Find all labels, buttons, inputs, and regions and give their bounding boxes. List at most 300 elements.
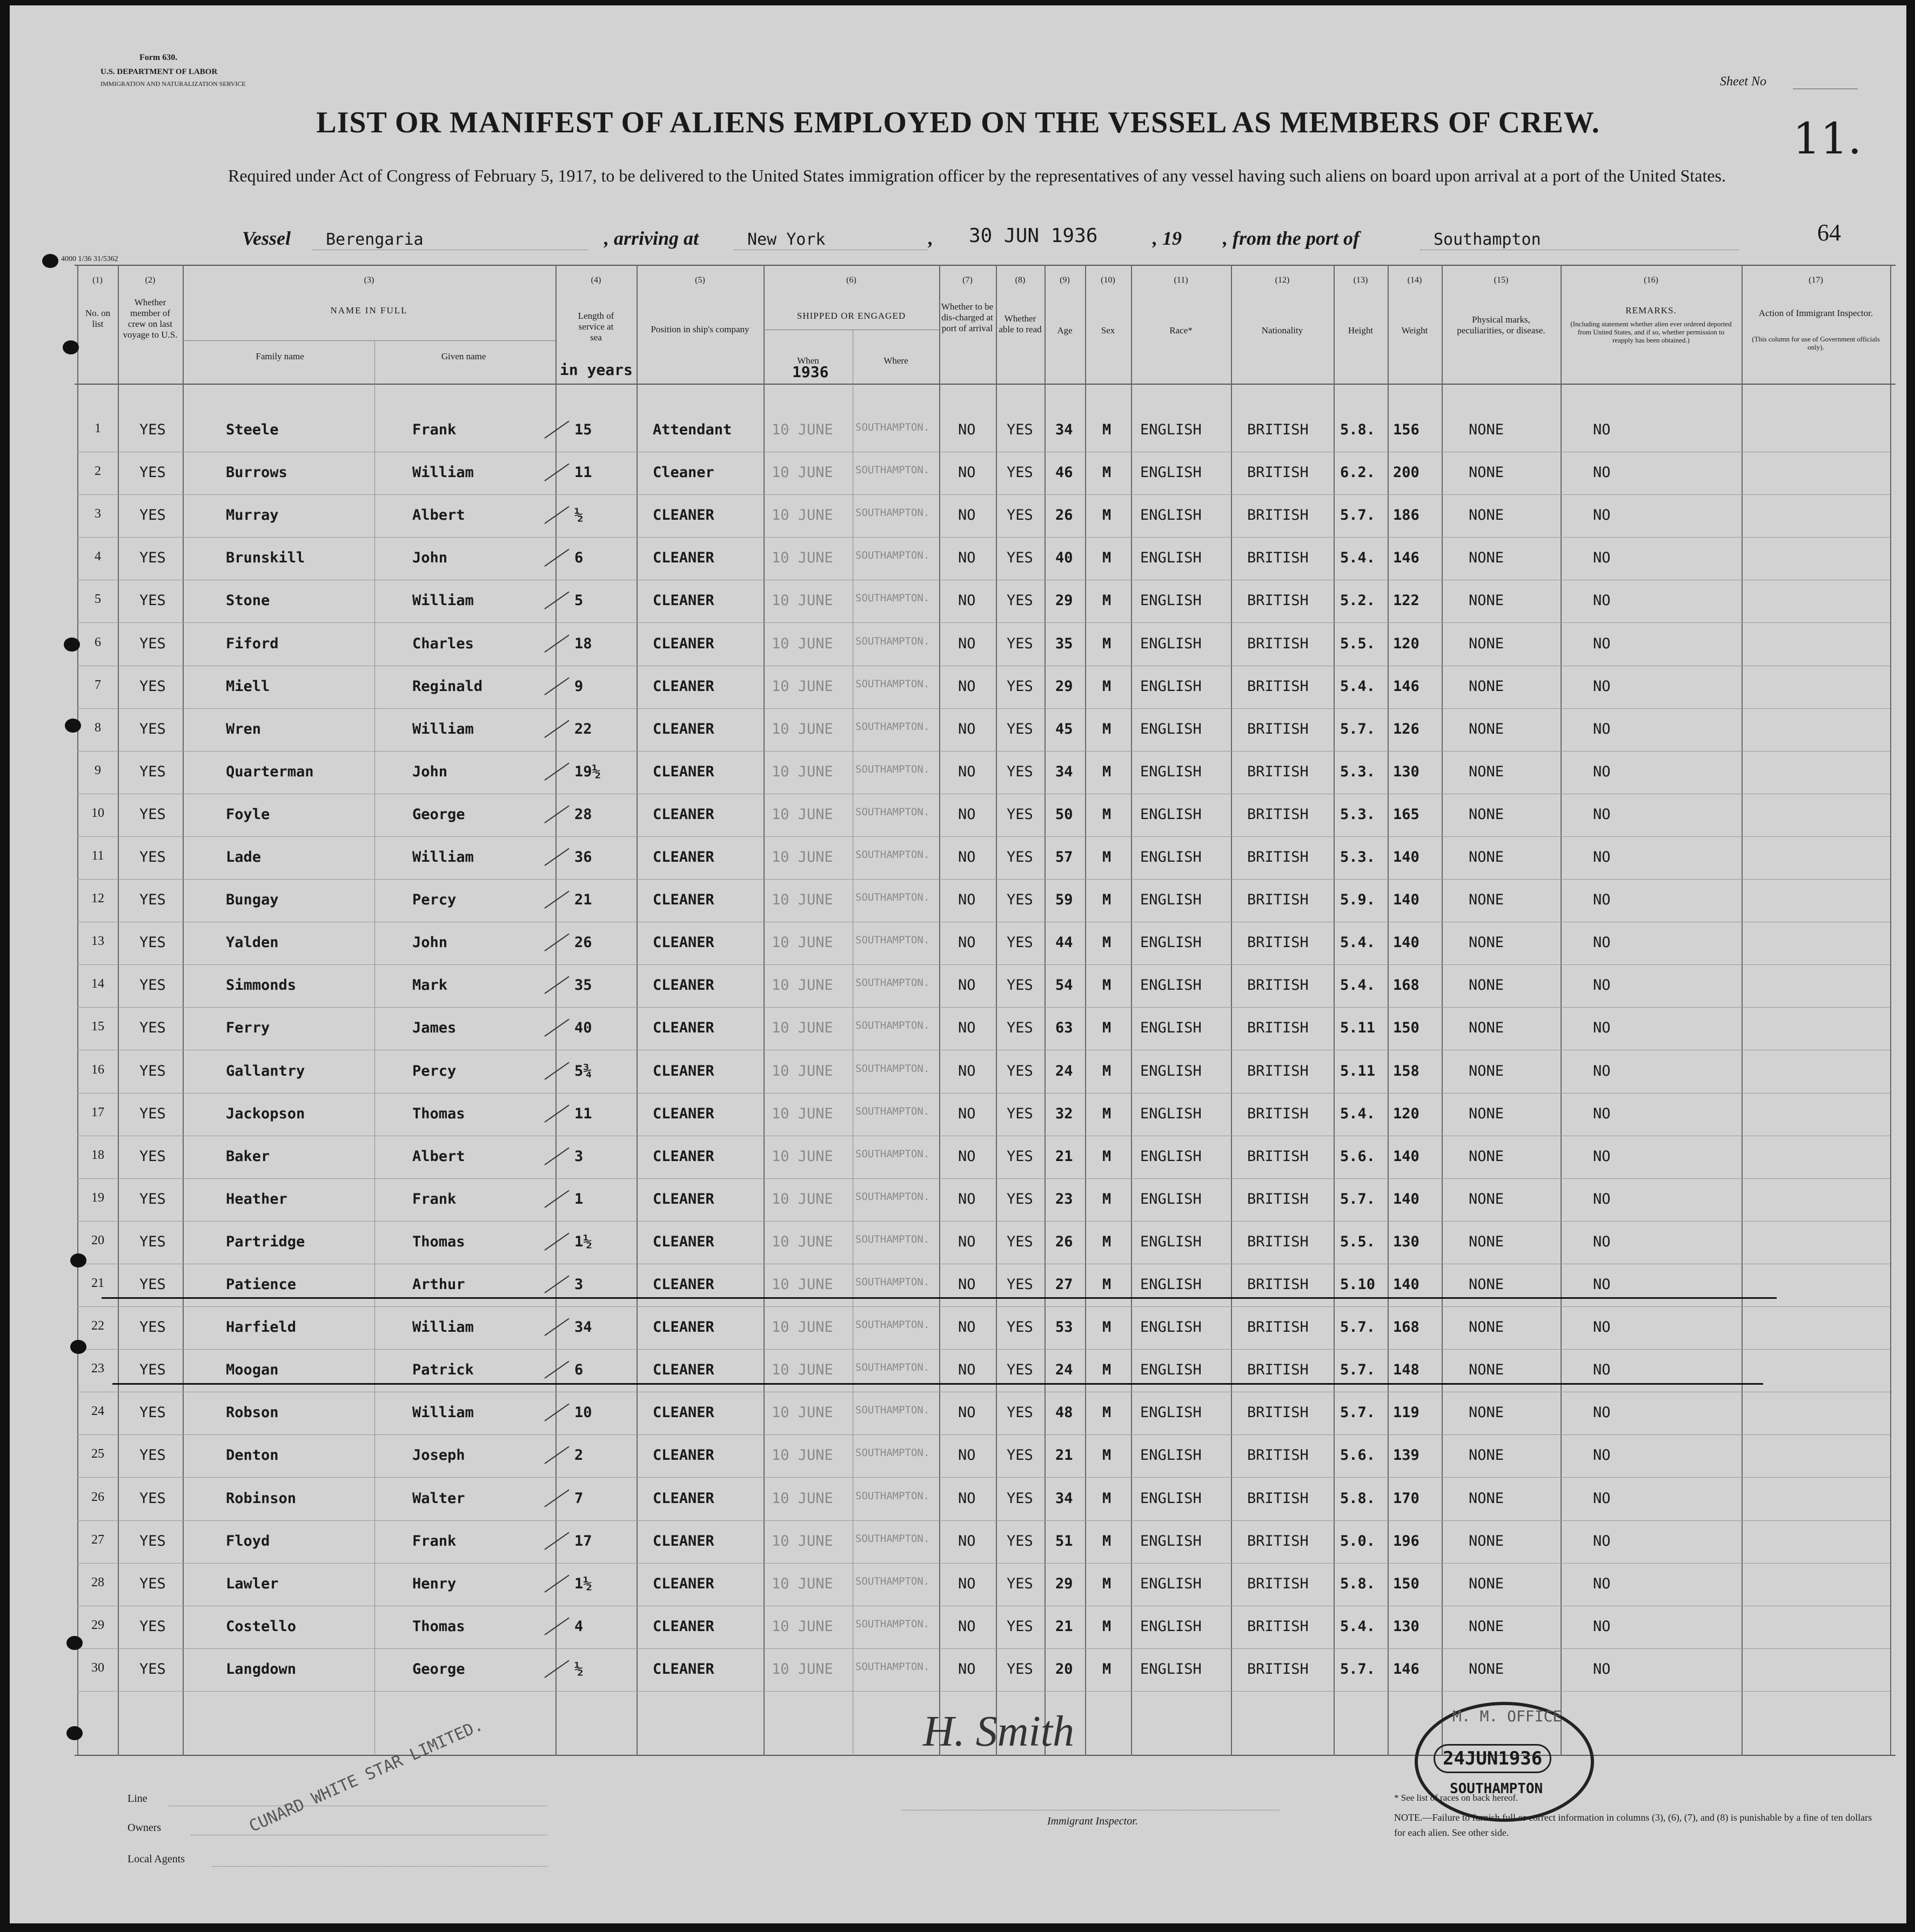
race-cell: ENGLISH (1140, 721, 1202, 737)
shipped-where-cell: SOUTHAMPTON. (855, 678, 930, 690)
shipped-where-cell: SOUTHAMPTON. (855, 464, 930, 476)
service-length-cell: 2 (574, 1447, 584, 1464)
shipped-year: 1936 (792, 363, 829, 381)
discharge-cell: NO (958, 1191, 976, 1208)
family-name-cell: Jackopson (226, 1105, 305, 1122)
discharge-cell: NO (958, 1105, 976, 1122)
given-name-cell: Thomas (412, 1105, 465, 1122)
service-length-cell: 18 (574, 635, 592, 652)
col-header-name: NAME IN FULL (330, 305, 408, 316)
service-length-cell: 4 (574, 1618, 584, 1635)
given-name-cell: Reginald (412, 678, 483, 695)
row-number-cell: 14 (91, 977, 104, 991)
crew-last-voyage-cell: YES (139, 806, 166, 823)
arriving-label: , arriving at (604, 227, 699, 249)
col-num-15: (15) (1494, 276, 1509, 285)
crew-last-voyage-cell: YES (139, 464, 166, 481)
able-to-read-cell: YES (1007, 1063, 1033, 1079)
race-cell: ENGLISH (1140, 464, 1202, 481)
age-cell: 53 (1055, 1319, 1073, 1336)
shipped-when-cell: 10 JUNE (772, 1233, 833, 1250)
col-num-3: (3) (364, 276, 374, 285)
physical-marks-cell: NONE (1469, 1490, 1504, 1507)
shipped-where-cell: SOUTHAMPTON. (855, 1148, 930, 1160)
height-cell: 5.4. (1340, 977, 1376, 994)
able-to-read-cell: YES (1007, 1490, 1033, 1507)
shipped-when-cell: 10 JUNE (772, 678, 833, 695)
col-divider (1231, 265, 1232, 1756)
sex-cell: M (1102, 1191, 1111, 1208)
position-cell: CLEANER (653, 1361, 714, 1378)
age-cell: 29 (1055, 678, 1073, 695)
service-length-cell: 3 (574, 1276, 584, 1293)
row-number-cell: 19 (91, 1191, 104, 1205)
check-mark (544, 635, 569, 653)
weight-cell: 119 (1393, 1404, 1419, 1421)
check-mark (544, 763, 569, 781)
able-to-read-cell: YES (1007, 934, 1033, 951)
shipped-where-cell: SOUTHAMPTON. (855, 1361, 930, 1373)
given-name-cell: George (412, 806, 465, 823)
sex-cell: M (1102, 1490, 1111, 1507)
physical-marks-cell: NONE (1469, 891, 1504, 908)
shipped-where-cell: SOUTHAMPTON. (855, 1019, 930, 1031)
weight-cell: 148 (1393, 1361, 1419, 1378)
discharge-cell: NO (958, 891, 976, 908)
sex-cell: M (1102, 1019, 1111, 1036)
year-label: , 19 (1153, 227, 1182, 249)
shipped-when-cell: 10 JUNE (772, 464, 833, 481)
remarks-cell: NO (1593, 1618, 1611, 1635)
able-to-read-cell: YES (1007, 806, 1033, 823)
shipped-when-cell: 10 JUNE (772, 977, 833, 994)
table-top-border (75, 265, 1896, 266)
discharge-cell: NO (958, 507, 976, 524)
race-cell: ENGLISH (1140, 1361, 1202, 1378)
position-cell: CLEANER (653, 1063, 714, 1079)
remarks-cell: NO (1593, 977, 1611, 994)
shipped-when-cell: 10 JUNE (772, 1404, 833, 1421)
inspector-signature: H. Smith (923, 1708, 1074, 1755)
service-length-cell: 35 (574, 977, 592, 994)
remarks-cell: NO (1593, 1490, 1611, 1507)
physical-marks-cell: NONE (1469, 1019, 1504, 1036)
shipped-when-cell: 10 JUNE (772, 1191, 833, 1208)
punch-hole (63, 340, 79, 354)
shipped-when-cell: 10 JUNE (772, 849, 833, 866)
position-cell: CLEANER (653, 1533, 714, 1549)
sheet-no-label: Sheet No (1720, 75, 1766, 89)
shipped-where-cell: SOUTHAMPTON. (855, 1490, 930, 1502)
position-cell: CLEANER (653, 1404, 714, 1421)
age-cell: 24 (1055, 1361, 1073, 1378)
height-cell: 5.7. (1340, 1661, 1376, 1678)
col-divider (1742, 265, 1743, 1756)
physical-marks-cell: NONE (1469, 1618, 1504, 1635)
nationality-cell: BRITISH (1247, 1533, 1309, 1549)
sex-cell: M (1102, 1148, 1111, 1165)
check-mark (544, 1062, 569, 1080)
age-cell: 54 (1055, 977, 1073, 994)
discharge-cell: NO (958, 1019, 976, 1036)
nationality-cell: BRITISH (1247, 934, 1309, 951)
punch-hole (65, 719, 81, 733)
row-number-cell: 22 (91, 1319, 104, 1333)
position-cell: CLEANER (653, 1191, 714, 1208)
position-cell: CLEANER (653, 721, 714, 737)
weight-cell: 130 (1393, 1233, 1419, 1250)
age-cell: 21 (1055, 1447, 1073, 1464)
row-number-cell: 18 (91, 1148, 104, 1162)
row-rule (77, 1007, 1890, 1008)
discharge-cell: NO (958, 849, 976, 866)
col-header-no: No. on list (85, 308, 111, 329)
able-to-read-cell: YES (1007, 549, 1033, 566)
height-cell: 5.7. (1340, 721, 1376, 737)
crew-last-voyage-cell: YES (139, 592, 166, 609)
sex-cell: M (1102, 678, 1111, 695)
remarks-cell: NO (1593, 1319, 1611, 1336)
given-name-cell: William (412, 1404, 474, 1421)
shipped-where-cell: SOUTHAMPTON. (855, 1447, 930, 1459)
given-name-cell: John (412, 549, 448, 566)
family-name-cell: Fiford (226, 635, 279, 652)
nationality-cell: BRITISH (1247, 1361, 1309, 1378)
position-cell: CLEANER (653, 891, 714, 908)
crew-last-voyage-cell: YES (139, 1019, 166, 1036)
able-to-read-cell: YES (1007, 1105, 1033, 1122)
age-cell: 29 (1055, 592, 1073, 609)
punch-hole (64, 638, 80, 652)
height-cell: 5.7. (1340, 1319, 1376, 1336)
service-length-cell: ½ (574, 1661, 584, 1678)
family-name-cell: Simmonds (226, 977, 297, 994)
discharge-cell: NO (958, 1447, 976, 1464)
able-to-read-cell: YES (1007, 891, 1033, 908)
agents-stamp: CUNARD WHITE STAR LIMITED. (246, 1715, 486, 1836)
crew-last-voyage-cell: YES (139, 977, 166, 994)
check-mark (544, 1233, 569, 1251)
shipped-where-cell: SOUTHAMPTON. (855, 1533, 930, 1545)
position-cell: CLEANER (653, 549, 714, 566)
age-cell: 46 (1055, 464, 1073, 481)
family-name-cell: Lawler (226, 1575, 279, 1592)
weight-cell: 140 (1393, 1148, 1419, 1165)
given-name-cell: Albert (412, 1148, 465, 1165)
col-divider (996, 265, 997, 1756)
height-cell: 5.9. (1340, 891, 1376, 908)
age-cell: 24 (1055, 1063, 1073, 1079)
row-number-cell: 23 (91, 1361, 104, 1376)
discharge-cell: NO (958, 1661, 976, 1678)
col-header-where: Where (883, 355, 908, 366)
date-separator: , (928, 227, 933, 249)
given-name-cell: Frank (412, 1191, 457, 1208)
physical-marks-cell: NONE (1469, 1276, 1504, 1293)
shipped-where-cell: SOUTHAMPTON. (855, 635, 930, 647)
col-header-inspector: Action of Immigrant Inspector. (1758, 308, 1873, 318)
check-mark (544, 1490, 569, 1507)
weight-cell: 140 (1393, 891, 1419, 908)
position-cell: Attendant (653, 421, 732, 438)
shipped-when-cell: 10 JUNE (772, 934, 833, 951)
nationality-cell: BRITISH (1247, 1319, 1309, 1336)
shipped-when-cell: 10 JUNE (772, 1361, 833, 1378)
shipped-when-cell: 10 JUNE (772, 1618, 833, 1635)
weight-cell: 168 (1393, 1319, 1419, 1336)
from-port-label: , from the port of (1223, 227, 1360, 249)
family-name-cell: Quarterman (226, 763, 314, 780)
sex-cell: M (1102, 977, 1111, 994)
discharge-cell: NO (958, 721, 976, 737)
able-to-read-cell: YES (1007, 464, 1033, 481)
race-cell: ENGLISH (1140, 977, 1202, 994)
col-header-age: Age (1057, 325, 1073, 336)
given-name-cell: John (412, 934, 448, 951)
given-name-cell: Patrick (412, 1361, 474, 1378)
race-cell: ENGLISH (1140, 1575, 1202, 1592)
able-to-read-cell: YES (1007, 635, 1033, 652)
row-rule (77, 1563, 1890, 1564)
owners-label: Owners (128, 1822, 162, 1834)
sex-cell: M (1102, 721, 1111, 737)
row-rule (77, 1648, 1890, 1649)
shipped-where-cell: SOUTHAMPTON. (855, 1276, 930, 1288)
height-cell: 5.11 (1340, 1063, 1376, 1079)
remarks-cell: NO (1593, 806, 1611, 823)
service-length-cell: 3 (574, 1148, 584, 1165)
penalty-note: NOTE.—Failure to furnish full or correct information in columns (3), (6), (7), and (8) is punishable by a fine of ten dollars for each alien. See other side. (1394, 1812, 1872, 1838)
check-mark (544, 1575, 569, 1593)
shipped-when-cell: 10 JUNE (772, 1490, 833, 1507)
family-name-cell: Brunskill (226, 549, 305, 566)
nationality-cell: BRITISH (1247, 721, 1309, 737)
weight-cell: 140 (1393, 934, 1419, 951)
weight-cell: 146 (1393, 678, 1419, 695)
row-number-cell: 13 (91, 934, 104, 948)
family-name-cell: Murray (226, 507, 279, 524)
shipped-where-cell: SOUTHAMPTON. (855, 849, 930, 861)
col-header-discharge: Whether to be dis-charged at port of arrival (941, 301, 994, 333)
col-num-2: (2) (145, 276, 156, 285)
sex-cell: M (1102, 1404, 1111, 1421)
remarks-cell: NO (1593, 1105, 1611, 1122)
sex-cell: M (1102, 1447, 1111, 1464)
shipped-when-cell: 10 JUNE (772, 1319, 833, 1336)
crew-last-voyage-cell: YES (139, 1105, 166, 1122)
physical-marks-cell: NONE (1469, 934, 1504, 951)
able-to-read-cell: YES (1007, 763, 1033, 780)
crew-last-voyage-cell: YES (139, 421, 166, 438)
nationality-cell: BRITISH (1247, 1019, 1309, 1036)
given-name-cell: Walter (412, 1490, 465, 1507)
weight-cell: 200 (1393, 464, 1419, 481)
age-cell: 23 (1055, 1191, 1073, 1208)
physical-marks-cell: NONE (1469, 1447, 1504, 1464)
races-note: * See list of races on back hereof. (1394, 1793, 1518, 1803)
discharge-cell: NO (958, 1404, 976, 1421)
shipped-where-cell: SOUTHAMPTON. (855, 1191, 930, 1203)
able-to-read-cell: YES (1007, 1575, 1033, 1592)
age-cell: 26 (1055, 507, 1073, 524)
row-number-cell: 16 (91, 1063, 104, 1077)
vessel-name: Berengaria (326, 230, 424, 249)
inspector-label: Immigrant Inspector. (1047, 1815, 1138, 1827)
col-header-remarks: REMARKS. (1625, 305, 1677, 316)
position-cell: CLEANER (653, 1019, 714, 1036)
col-header-read: Whether able to read (999, 313, 1042, 334)
shipped-when-cell: 10 JUNE (772, 1148, 833, 1165)
age-cell: 40 (1055, 549, 1073, 566)
sex-cell: M (1102, 592, 1111, 609)
discharge-cell: NO (958, 1148, 976, 1165)
remarks-cell: NO (1593, 1276, 1611, 1293)
row-number-cell: 27 (91, 1533, 104, 1547)
height-cell: 5.0. (1340, 1533, 1376, 1549)
height-cell: 5.5. (1340, 1233, 1376, 1250)
stamp-date: 24JUN1936 (1434, 1744, 1551, 1773)
race-cell: ENGLISH (1140, 891, 1202, 908)
sex-cell: M (1102, 1063, 1111, 1079)
position-cell: CLEANER (653, 763, 714, 780)
family-name-cell: Burrows (226, 464, 287, 481)
able-to-read-cell: YES (1007, 678, 1033, 695)
physical-marks-cell: NONE (1469, 549, 1504, 566)
weight-cell: 126 (1393, 721, 1419, 737)
col-header-race: Race* (1169, 325, 1193, 336)
col-header-nationality: Nationality (1261, 325, 1303, 336)
crew-last-voyage-cell: YES (139, 1533, 166, 1549)
row-number-cell: 10 (91, 806, 104, 820)
shipped-where-cell: SOUTHAMPTON. (855, 806, 930, 818)
family-name-cell: Foyle (226, 806, 270, 823)
able-to-read-cell: YES (1007, 1233, 1033, 1250)
check-mark (544, 806, 569, 823)
crew-last-voyage-cell: YES (139, 1490, 166, 1507)
position-cell: CLEANER (653, 635, 714, 652)
shipped-when-cell: 10 JUNE (772, 421, 833, 438)
service-length-cell: 6 (574, 549, 584, 566)
age-cell: 57 (1055, 849, 1073, 866)
crew-last-voyage-cell: YES (139, 934, 166, 951)
service-length-cell: 1 (574, 1191, 584, 1208)
discharge-cell: NO (958, 421, 976, 438)
shipped-where-cell: SOUTHAMPTON. (855, 1233, 930, 1245)
line-label: Line (128, 1793, 148, 1804)
given-name-cell: William (412, 721, 474, 737)
physical-marks-cell: NONE (1469, 1148, 1504, 1165)
vessel-label: Vessel (242, 227, 291, 249)
col-divider (1131, 265, 1132, 1756)
height-cell: 5.5. (1340, 635, 1376, 652)
row-number-cell: 3 (95, 507, 101, 521)
discharge-cell: NO (958, 1575, 976, 1592)
family-name-cell: Lade (226, 849, 262, 866)
row-number-cell: 17 (91, 1105, 104, 1119)
age-cell: 34 (1055, 1490, 1073, 1507)
col-divider (1890, 265, 1891, 1756)
physical-marks-cell: NONE (1469, 421, 1504, 438)
age-cell: 21 (1055, 1148, 1073, 1165)
family-name-cell: Partridge (226, 1233, 305, 1250)
weight-cell: 186 (1393, 507, 1419, 524)
physical-marks-cell: NONE (1469, 1404, 1504, 1421)
family-name-cell: Miell (226, 678, 270, 695)
service-length-cell: 7 (574, 1490, 584, 1507)
able-to-read-cell: YES (1007, 507, 1033, 524)
age-cell: 26 (1055, 1233, 1073, 1250)
able-to-read-cell: YES (1007, 1276, 1033, 1293)
remarks-cell: NO (1593, 1148, 1611, 1165)
physical-marks-cell: NONE (1469, 763, 1504, 780)
row-number-cell: 7 (95, 678, 101, 692)
race-cell: ENGLISH (1140, 1319, 1202, 1336)
shipped-where-cell: SOUTHAMPTON. (855, 1105, 930, 1117)
family-name-cell: Langdown (226, 1661, 297, 1678)
family-name-cell: Steele (226, 421, 279, 438)
nationality-cell: BRITISH (1247, 891, 1309, 908)
weight-cell: 146 (1393, 549, 1419, 566)
physical-marks-cell: NONE (1469, 977, 1504, 994)
service-length-cell: 36 (574, 849, 592, 866)
crew-last-voyage-cell: YES (139, 763, 166, 780)
family-name-cell: Robinson (226, 1490, 297, 1507)
crew-last-voyage-cell: YES (139, 721, 166, 737)
form-number: Form 630. (139, 53, 178, 62)
height-cell: 5.7. (1340, 1361, 1376, 1378)
col-num-1: (1) (92, 276, 103, 285)
check-mark (544, 720, 569, 738)
remarks-cell: NO (1593, 421, 1611, 438)
position-cell: CLEANER (653, 1575, 714, 1592)
check-mark (544, 1318, 569, 1336)
shipped-where-cell: SOUTHAMPTON. (855, 1404, 930, 1416)
department-name: U.S. DEPARTMENT OF LABOR (101, 68, 218, 76)
remarks-cell: NO (1593, 1661, 1611, 1678)
nationality-cell: BRITISH (1247, 1233, 1309, 1250)
col-header-service: Length of service at sea (578, 311, 614, 343)
crew-last-voyage-cell: YES (139, 1361, 166, 1378)
given-name-cell: Thomas (412, 1233, 465, 1250)
remarks-cell: NO (1593, 635, 1611, 652)
shipped-where-cell: SOUTHAMPTON. (855, 592, 930, 604)
remarks-cell: NO (1593, 1191, 1611, 1208)
able-to-read-cell: YES (1007, 1361, 1033, 1378)
check-mark (544, 1190, 569, 1208)
age-cell: 27 (1055, 1276, 1073, 1293)
check-mark (544, 1660, 569, 1678)
position-cell: CLEANER (653, 1661, 714, 1678)
position-cell: CLEANER (653, 1490, 714, 1507)
family-name-cell: Bungay (226, 891, 279, 908)
service-length-cell: 28 (574, 806, 592, 823)
given-name-cell: James (412, 1019, 457, 1036)
remarks-cell: NO (1593, 1233, 1611, 1250)
remarks-cell: NO (1593, 1533, 1611, 1549)
shipped-where-cell: SOUTHAMPTON. (855, 1575, 930, 1587)
shipped-when-cell: 10 JUNE (772, 1019, 833, 1036)
shipped-where-cell: SOUTHAMPTON. (855, 1661, 930, 1673)
race-cell: ENGLISH (1140, 1063, 1202, 1079)
service-length-cell: 11 (574, 1105, 592, 1122)
age-cell: 44 (1055, 934, 1073, 951)
weight-cell: 140 (1393, 1276, 1419, 1293)
col-header-when: When (797, 355, 819, 366)
col-num-17: (17) (1809, 276, 1823, 285)
service-length-cell: 6 (574, 1361, 584, 1378)
sex-cell: M (1102, 1319, 1111, 1336)
discharge-cell: NO (958, 1618, 976, 1635)
